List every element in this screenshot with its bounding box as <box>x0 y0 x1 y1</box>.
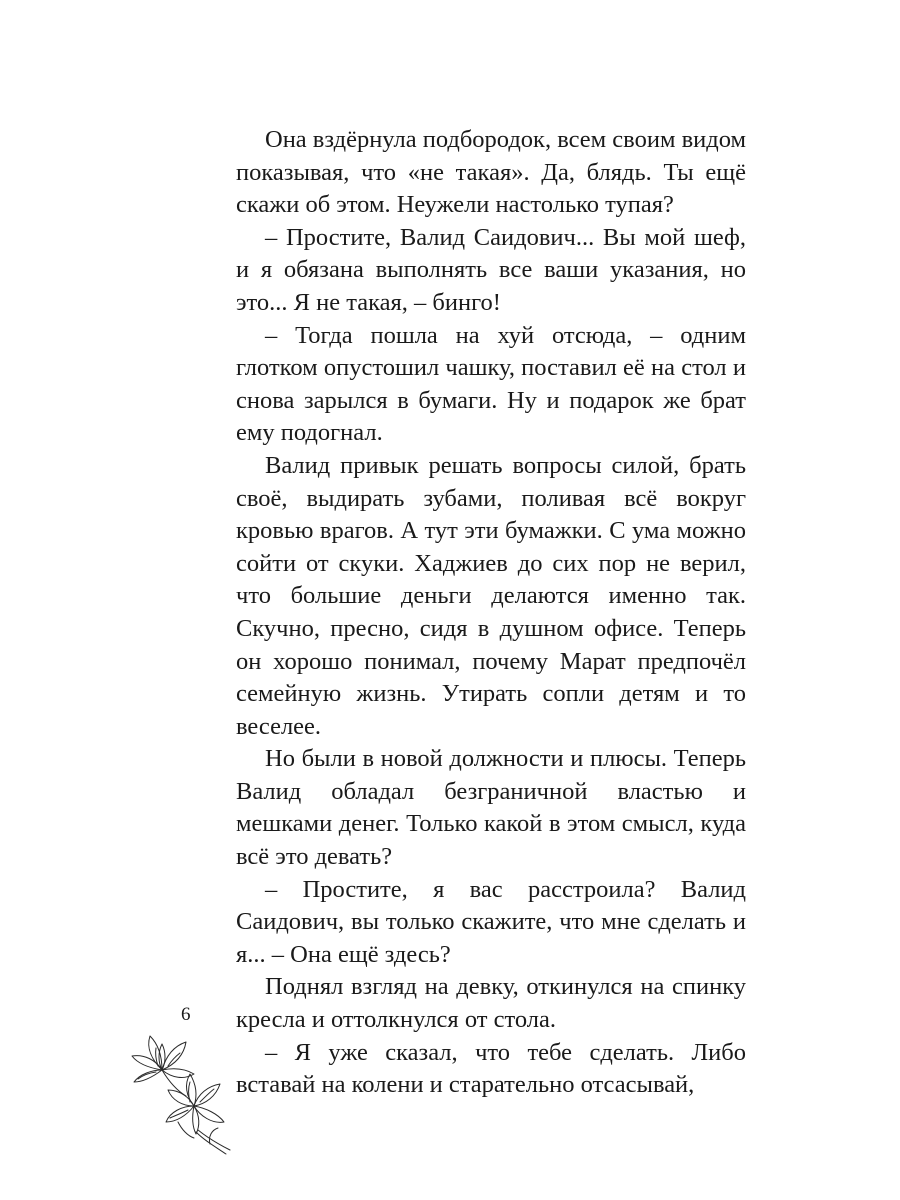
paragraph: Поднял взгляд на девку, откинулся на спинку кресла и оттолкнулся от стола. <box>236 973 746 1034</box>
paragraph: – Тогда пошла на хуй отсюда, – одним глотком опустошил чашку, поставил её на стол и снова зарылся в бумаги. Ну и подарок же брат ему подогнал. <box>236 321 746 447</box>
paragraph: – Простите, Валид Саидович... Вы мой шеф, и я обязана выполнять все ваши указания, но это... Я не такая, – бинго! <box>236 223 746 316</box>
body-text <box>236 124 746 1102</box>
paragraph: Валид привык решать вопросы силой, брать своё, выдирать зубами, поливая всё вокруг кровью врагов. А тут эти бумажки. С ума можно сойти от скуки. Хаджиев до сих пор не верил, что большие деньги делаются именно так. Скучно, пресно, сидя в душном офисе. Теперь он хорошо понимал, почему Марат предпочёл семейную жизнь. Утирать сопли детям и то веселее. <box>236 451 746 740</box>
paragraph: – Простите, я вас расстроила? Валид Саидович, вы только скажите, что мне сделать и я... – Она ещё здесь? <box>236 875 746 968</box>
lotus-flower-icon <box>128 1026 238 1156</box>
paragraph: Она вздёрнула подбородок, всем своим видом показывая, что «не такая». Да, блядь. Ты ещё скажи об этом. Неужели настолько тупая? <box>236 126 747 219</box>
paragraph: Но были в новой должности и плюсы. Теперь Валид обладал безграничной властью и мешками денег. Только какой в этом смысл, куда всё это девать? <box>236 745 746 871</box>
page-number: 6 <box>181 1004 191 1025</box>
paragraph: – Я уже сказал, что тебе сделать. Либо вставай на колени и старательно отсасывай, <box>236 1038 746 1099</box>
